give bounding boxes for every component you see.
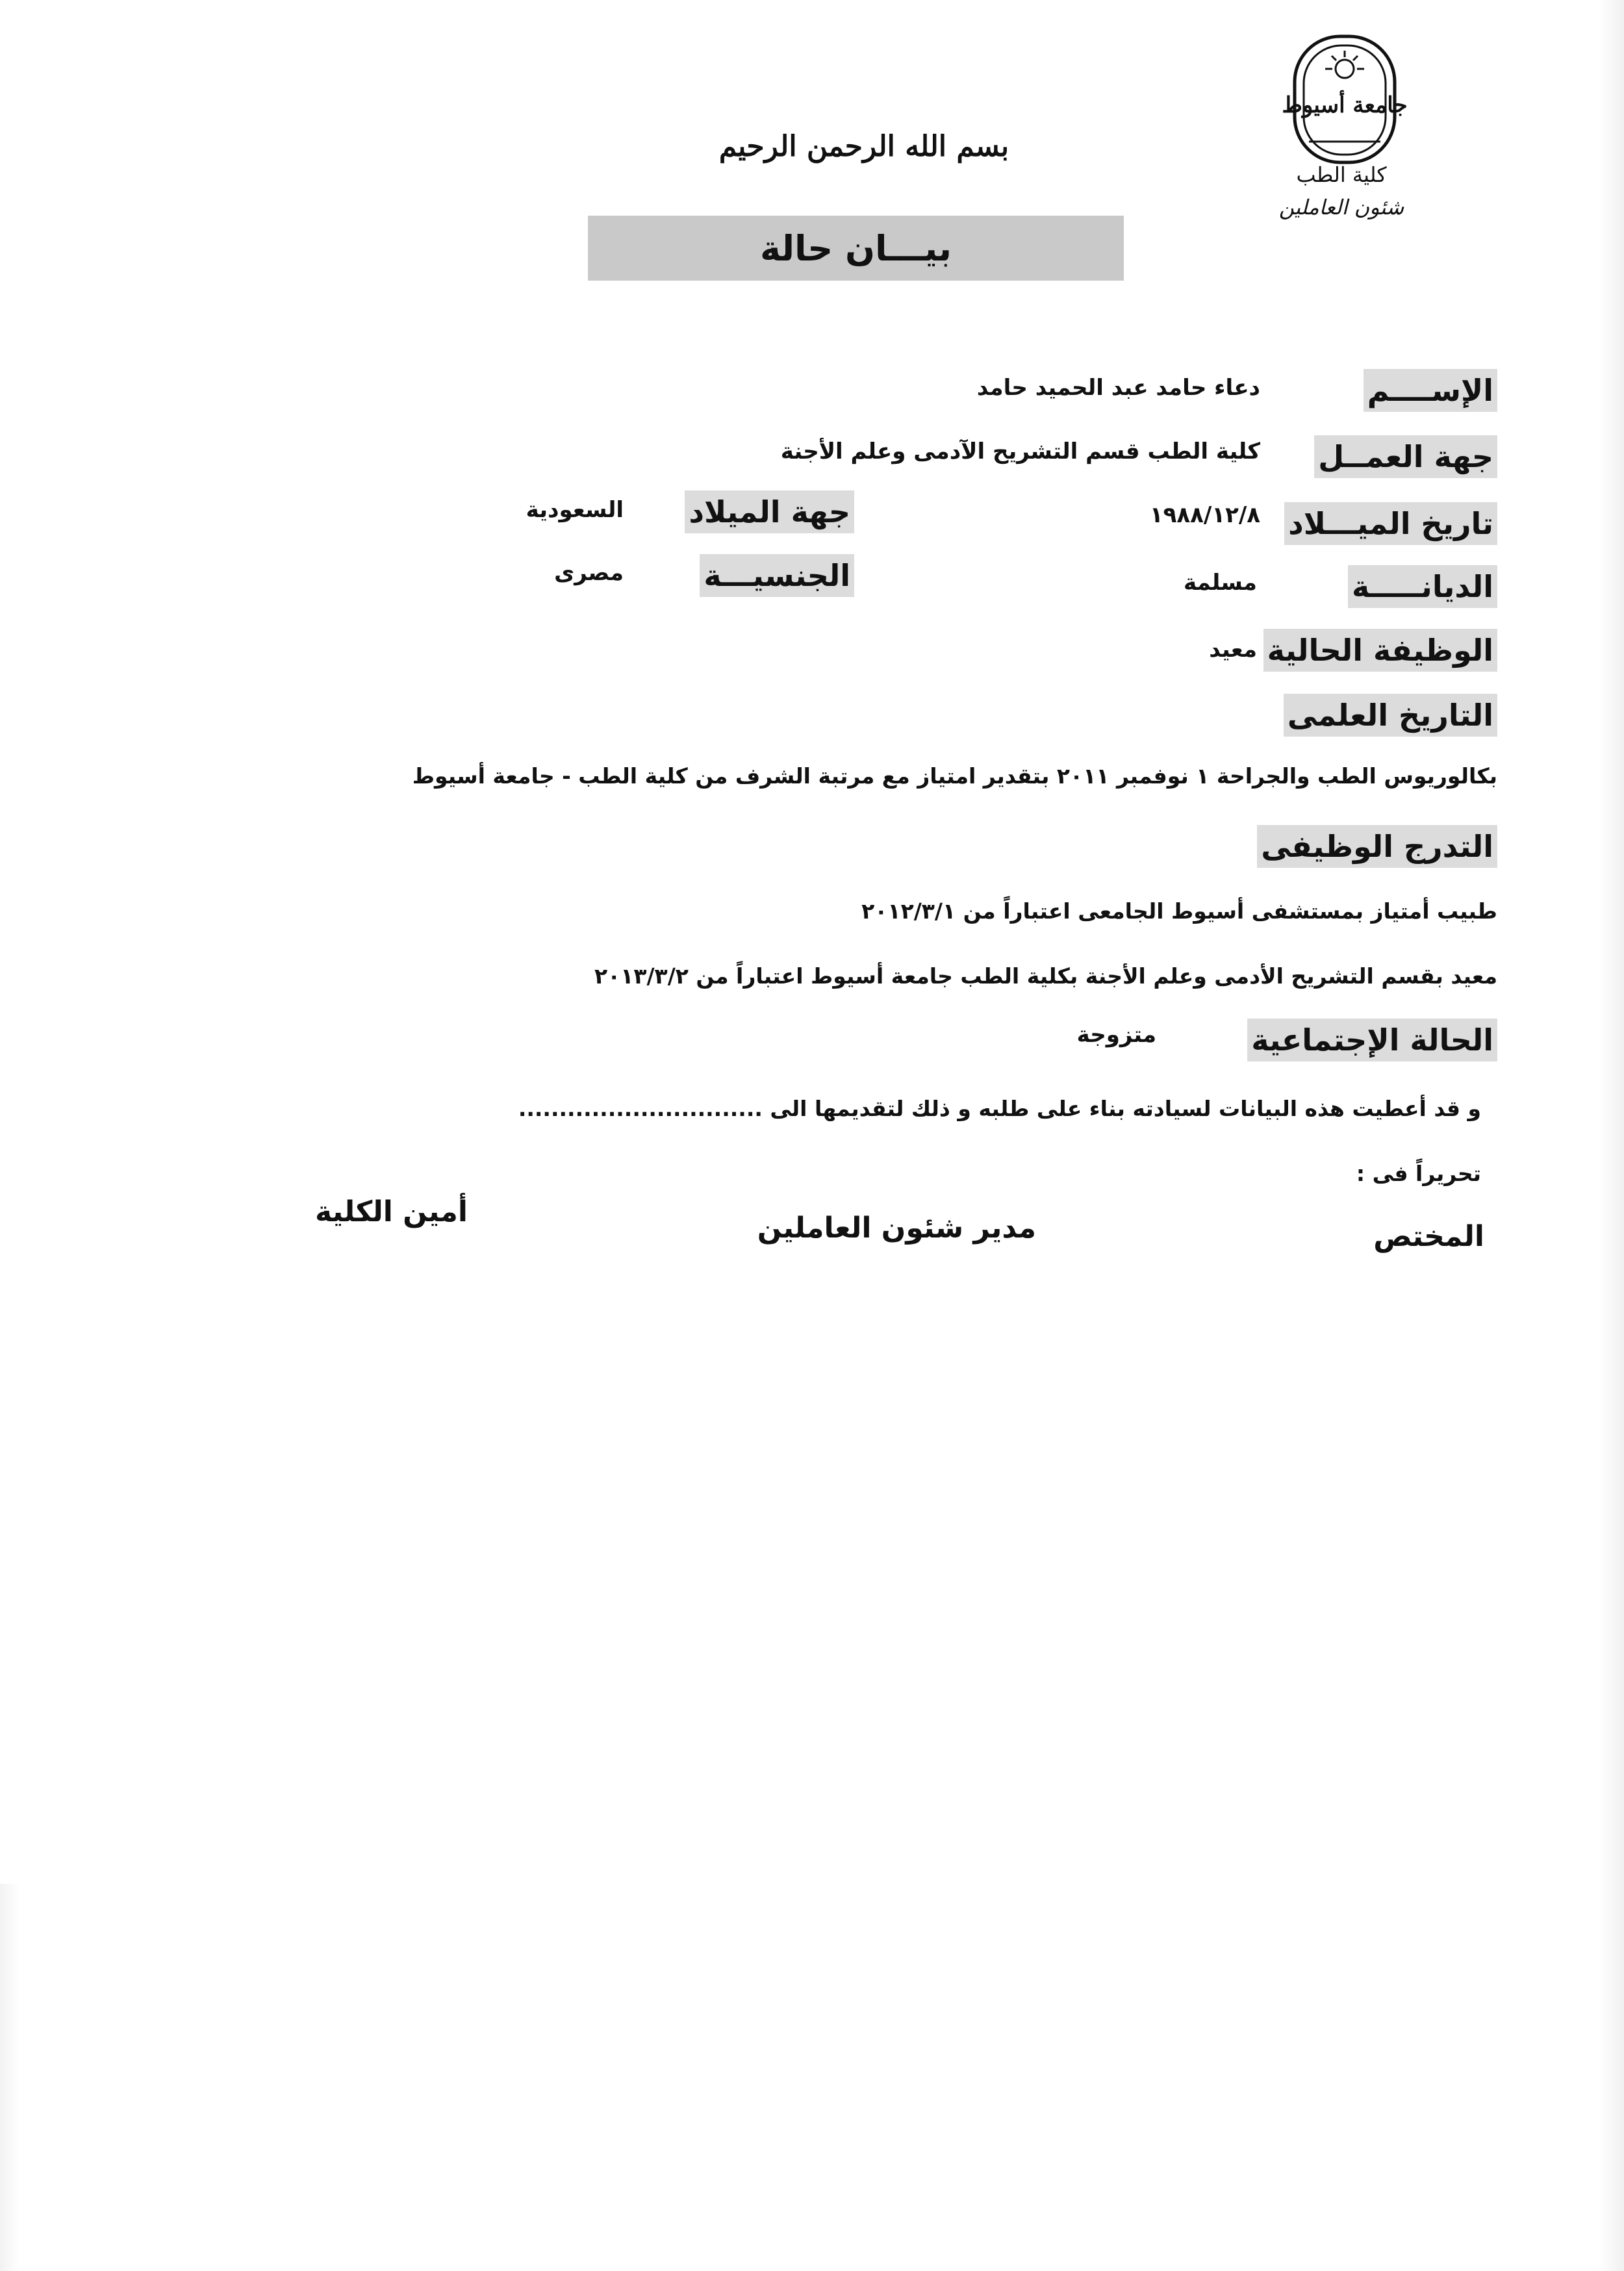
current-job-value: معيد	[1209, 637, 1257, 663]
closing-statement: و قد أعطيت هذه البيانات لسيادته بناء على طلبه و ذلك لتقديمها الى ..............................	[518, 1096, 1481, 1121]
marital-status-value: متزوجة	[1076, 1022, 1156, 1048]
nationality-value: مصرى	[554, 560, 624, 586]
workplace-value: كلية الطب قسم التشريح الآدمى وعلم الأجنة	[780, 438, 1260, 464]
university-logo	[1282, 31, 1408, 168]
scan-edge-shadow	[1598, 0, 1624, 2271]
signature-specialist: المختص	[1373, 1220, 1484, 1253]
marital-status-label: الحالة الإجتماعية	[1247, 1019, 1497, 1061]
department-name: شئون العاملين	[1278, 195, 1404, 220]
workplace-label: جهة العمــل	[1314, 435, 1497, 478]
religion-label: الديانـــــة	[1348, 565, 1497, 608]
issued-at-label: تحريراً فى :	[1356, 1161, 1481, 1186]
signature-faculty-secretary: أمين الكلية	[315, 1195, 468, 1228]
nationality-label: الجنسيـــة	[700, 554, 854, 597]
document-title: بيـــان حالة	[759, 227, 952, 269]
logo-lettering: جامعة أسيوط	[1282, 92, 1408, 118]
faculty-name: كلية الطب	[1296, 162, 1387, 187]
current-job-label: الوظيفة الحالية	[1263, 629, 1497, 672]
career-line-1: طبيب أمتياز بمستشفى أسيوط الجامعى اعتباراً من ٢٠١٢/٣/١	[861, 898, 1497, 924]
career-progression-label: التدرج الوظيفى	[1257, 825, 1497, 868]
basmala: بسم الله الرحمن الرحيم	[718, 130, 1009, 163]
scan-edge-shadow	[0, 1884, 19, 2271]
career-line-2: معيد بقسم التشريح الأدمى وعلم الأجنة بكلية الطب جامعة أسيوط اعتباراً من ٢٠١٣/٣/٢	[594, 963, 1497, 989]
academic-history-text: بكالوريوس الطب والجراحة ١ نوفمبر ٢٠١١ بتقدير امتياز مع مرتبة الشرف من كلية الطب - جامعة أسيوط	[412, 763, 1497, 789]
signature-hr-manager: مدير شئون العاملين	[757, 1212, 1036, 1245]
academic-history-label: التاريخ العلمى	[1284, 694, 1497, 737]
document-title-box	[588, 216, 1124, 281]
name-label: الإســــم	[1364, 369, 1497, 412]
religion-value: مسلمة	[1184, 570, 1257, 596]
name-value: دعاء حامد عبد الحميد حامد	[976, 375, 1260, 401]
birthplace-label: جهة الميلاد	[685, 490, 854, 533]
birthdate-value: ١٩٨٨/١٢/٨	[1149, 502, 1260, 528]
birthdate-label: تاريخ الميـــلاد	[1284, 502, 1497, 545]
birthplace-value: السعودية	[526, 497, 624, 523]
